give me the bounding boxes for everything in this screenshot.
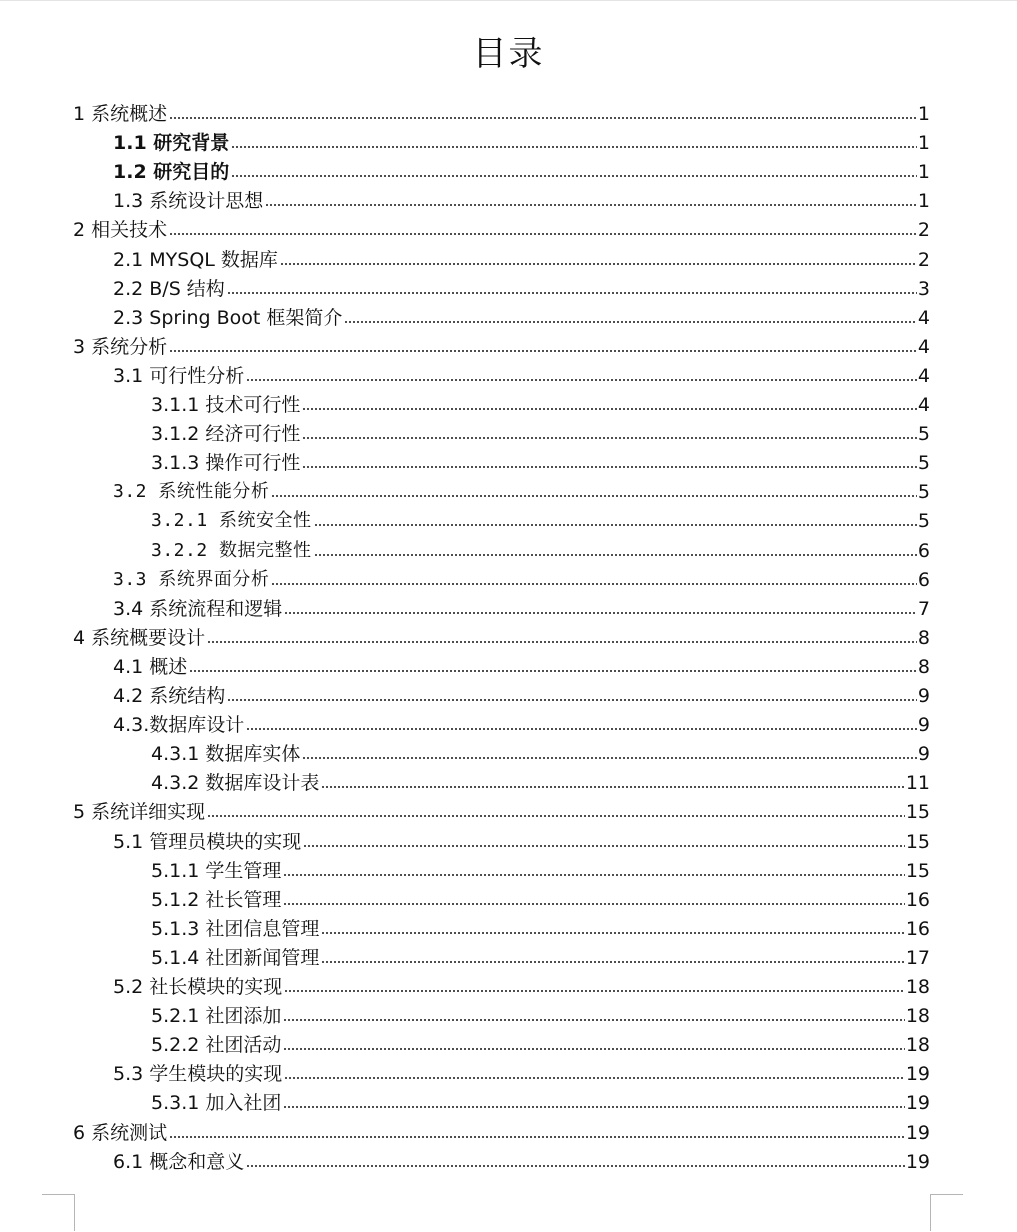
dot-leader	[283, 1046, 904, 1052]
toc-entry-level-2[interactable]	[113, 301, 930, 330]
toc-entry-label: 3.1.1 技术可行性	[151, 394, 301, 416]
toc-page-number: 4	[917, 307, 930, 329]
crop-mark-right	[930, 1194, 963, 1231]
toc-page-number: 1	[917, 132, 930, 154]
dot-leader	[169, 231, 917, 237]
toc-entry-level-2[interactable]	[113, 592, 930, 621]
toc-entry-level-2[interactable]	[113, 475, 930, 504]
dot-leader	[231, 144, 917, 150]
toc-page-number: 15	[905, 831, 930, 853]
toc-entry-label: 5.1.3 社团信息管理	[151, 918, 320, 940]
toc-entry-label: 2.2 B/S 结构	[113, 278, 225, 300]
toc-entry-label: 6 系统测试	[73, 1122, 168, 1144]
toc-entry-level-1[interactable]	[73, 1116, 930, 1145]
toc-entry-level-2[interactable]	[113, 359, 930, 388]
toc-entry-label: 5.1.2 社长管理	[151, 889, 282, 911]
dot-leader	[169, 348, 917, 354]
dot-leader	[227, 697, 917, 703]
toc-entry-label: 2 相关技术	[73, 219, 168, 241]
toc-page-number: 4	[917, 336, 930, 358]
toc-page-number: 11	[905, 772, 930, 794]
dot-leader	[271, 581, 917, 587]
dot-leader	[246, 1163, 905, 1169]
dot-leader	[302, 435, 917, 441]
toc-entry-level-1[interactable]	[73, 97, 930, 126]
toc-page-number: 3	[917, 278, 930, 300]
toc-entry-label: 3 系统分析	[73, 336, 168, 358]
toc-entry-level-2[interactable]	[113, 126, 930, 155]
toc-entry-level-2[interactable]	[113, 563, 930, 592]
toc-entry-level-2[interactable]	[113, 272, 930, 301]
dot-leader	[189, 668, 917, 674]
toc-entry-level-2[interactable]	[113, 243, 930, 272]
toc-entry-level-3[interactable]	[151, 999, 930, 1028]
dot-leader	[231, 173, 917, 179]
toc-entry-label: 4.1 概述	[113, 656, 188, 678]
toc-entry-level-3[interactable]	[151, 766, 930, 795]
toc-page-number: 19	[905, 1092, 930, 1114]
toc-entry-level-3[interactable]	[151, 737, 930, 766]
dot-leader	[227, 290, 917, 296]
toc-page-number: 2	[917, 249, 930, 271]
toc-page-number: 9	[917, 743, 930, 765]
toc-entry-label: 5.3 学生模块的实现	[113, 1063, 283, 1085]
toc-entry-label: 3.4 系统流程和逻辑	[113, 598, 283, 620]
toc-entry-label: 5.1.4 社团新闻管理	[151, 947, 320, 969]
toc-entry-level-2[interactable]	[113, 650, 930, 679]
toc-entry-label: 2.1 MYSQL 数据库	[113, 249, 278, 271]
dot-leader	[283, 872, 904, 878]
toc-entry-label: 1.3 系统设计思想	[113, 190, 264, 212]
dot-leader	[283, 1104, 904, 1110]
dot-leader	[314, 522, 917, 528]
toc-entry-level-3[interactable]	[151, 446, 930, 475]
toc-entry-level-3[interactable]	[151, 388, 930, 417]
toc-entry-label: 4.2 系统结构	[113, 685, 226, 707]
toc-page-number: 2	[917, 219, 930, 241]
toc-entry-label: 2.3 Spring Boot 框架简介	[113, 307, 343, 329]
toc-entry-level-3[interactable]	[151, 1086, 930, 1115]
toc-page-number: 19	[905, 1122, 930, 1144]
toc-entry-level-1[interactable]	[73, 621, 930, 650]
toc-page-number: 7	[917, 598, 930, 620]
toc-entry-label: 1.2 研究目的	[113, 161, 230, 183]
toc-entry-label: 4.3.数据库设计	[113, 714, 245, 736]
toc-entry-label: 5 系统详细实现	[73, 801, 206, 823]
toc-page-number: 5	[917, 452, 930, 474]
toc-entry-label: 4.3.2 数据库设计表	[151, 772, 320, 794]
toc-entry-label: 4 系统概要设计	[73, 627, 206, 649]
toc-entry-label: 5.2.1 社团添加	[151, 1005, 282, 1027]
toc-page-number: 8	[917, 627, 930, 649]
toc-page-number: 1	[917, 161, 930, 183]
dot-leader	[283, 901, 904, 907]
dot-leader	[314, 552, 917, 558]
toc-page-number: 6	[917, 540, 930, 562]
toc-entry-label: 3.2.2 数据完整性	[151, 540, 312, 561]
dot-leader	[169, 1134, 905, 1140]
toc-entry-level-2[interactable]	[113, 1057, 930, 1086]
toc-entry-label: 5.2.2 社团活动	[151, 1034, 282, 1056]
toc-entry-label: 5.1.1 学生管理	[151, 860, 282, 882]
toc-entry-label: 6.1 概念和意义	[113, 1151, 245, 1173]
toc-page-number: 5	[917, 481, 930, 503]
toc-entry-label: 5.2 社长模块的实现	[113, 976, 283, 998]
toc-entry-label: 5.3.1 加入社团	[151, 1092, 282, 1114]
toc-page-number: 9	[917, 714, 930, 736]
dot-leader	[265, 202, 917, 208]
toc-entry-level-1[interactable]	[73, 795, 930, 824]
toc-entry-level-3[interactable]	[151, 504, 930, 533]
toc-page-number: 4	[917, 365, 930, 387]
toc-entry-label: 3.1.3 操作可行性	[151, 452, 301, 474]
toc-page-number: 18	[905, 976, 930, 998]
toc-page-number: 15	[905, 801, 930, 823]
toc-entry-label: 3.2.1 系统安全性	[151, 510, 312, 531]
dot-leader	[302, 755, 917, 761]
toc-entry-level-2[interactable]	[113, 679, 930, 708]
toc-page-number: 1	[917, 103, 930, 125]
dot-leader	[246, 726, 917, 732]
toc-entry-label: 5.1 管理员模块的实现	[113, 831, 302, 853]
toc-page-number: 19	[905, 1063, 930, 1085]
dot-leader	[302, 406, 917, 412]
crop-mark-left	[42, 1194, 75, 1231]
dot-leader	[169, 115, 917, 121]
toc-page-number: 18	[905, 1005, 930, 1027]
dot-leader	[284, 988, 905, 994]
toc-page-number: 16	[905, 889, 930, 911]
dot-leader	[303, 843, 905, 849]
toc-page-number: 5	[917, 423, 930, 445]
dot-leader	[321, 959, 904, 965]
toc-entry-level-2[interactable]	[113, 155, 930, 184]
toc-page-number: 18	[905, 1034, 930, 1056]
toc-page-number: 1	[917, 190, 930, 212]
toc-entry-level-2[interactable]	[113, 184, 930, 213]
toc-page-number: 8	[917, 656, 930, 678]
toc-entry-level-3[interactable]	[151, 854, 930, 883]
toc-page-number: 19	[905, 1151, 930, 1173]
toc-entry-label: 1.1 研究背景	[113, 132, 230, 154]
toc-entry-label: 4.3.1 数据库实体	[151, 743, 301, 765]
dot-leader	[207, 639, 917, 645]
toc-entry-level-2[interactable]	[113, 708, 930, 737]
toc-entry-level-3[interactable]	[151, 941, 930, 970]
toc-entry-level-2[interactable]	[113, 970, 930, 999]
toc-entry-level-1[interactable]	[73, 213, 930, 242]
toc-page-number: 5	[917, 510, 930, 532]
toc-entry-level-2[interactable]	[113, 1145, 930, 1174]
dot-leader	[284, 1075, 905, 1081]
toc-page-number: 9	[917, 685, 930, 707]
dot-leader	[284, 610, 917, 616]
toc-entry-level-3[interactable]	[151, 912, 930, 941]
toc-entry-label: 1 系统概述	[73, 103, 168, 125]
toc-entry-level-1[interactable]	[73, 330, 930, 359]
dot-leader	[280, 261, 917, 267]
toc-entry-label: 3.1.2 经济可行性	[151, 423, 301, 445]
toc-entry-level-3[interactable]	[151, 1028, 930, 1057]
toc-entry-level-3[interactable]	[151, 417, 930, 446]
toc-entry-level-2[interactable]	[113, 825, 930, 854]
toc-page-number: 6	[917, 569, 930, 591]
dot-leader	[246, 377, 917, 383]
toc-entry-level-3[interactable]	[151, 534, 930, 563]
toc-entry-label: 3.3 系统界面分析	[113, 569, 270, 590]
toc-entry-level-3[interactable]	[151, 883, 930, 912]
toc-page-number: 17	[905, 947, 930, 969]
dot-leader	[344, 319, 917, 325]
dot-leader	[321, 930, 904, 936]
dot-leader	[321, 784, 904, 790]
dot-leader	[283, 1017, 904, 1023]
toc-entry-label: 3.2 系统性能分析	[113, 481, 270, 502]
toc-page-number: 4	[917, 394, 930, 416]
toc-page-number: 16	[905, 918, 930, 940]
toc-title: 目录	[472, 34, 545, 74]
toc-page-number: 15	[905, 860, 930, 882]
dot-leader	[302, 464, 917, 470]
dot-leader	[271, 493, 917, 499]
dot-leader	[207, 813, 905, 819]
toc-entry-label: 3.1 可行性分析	[113, 365, 245, 387]
